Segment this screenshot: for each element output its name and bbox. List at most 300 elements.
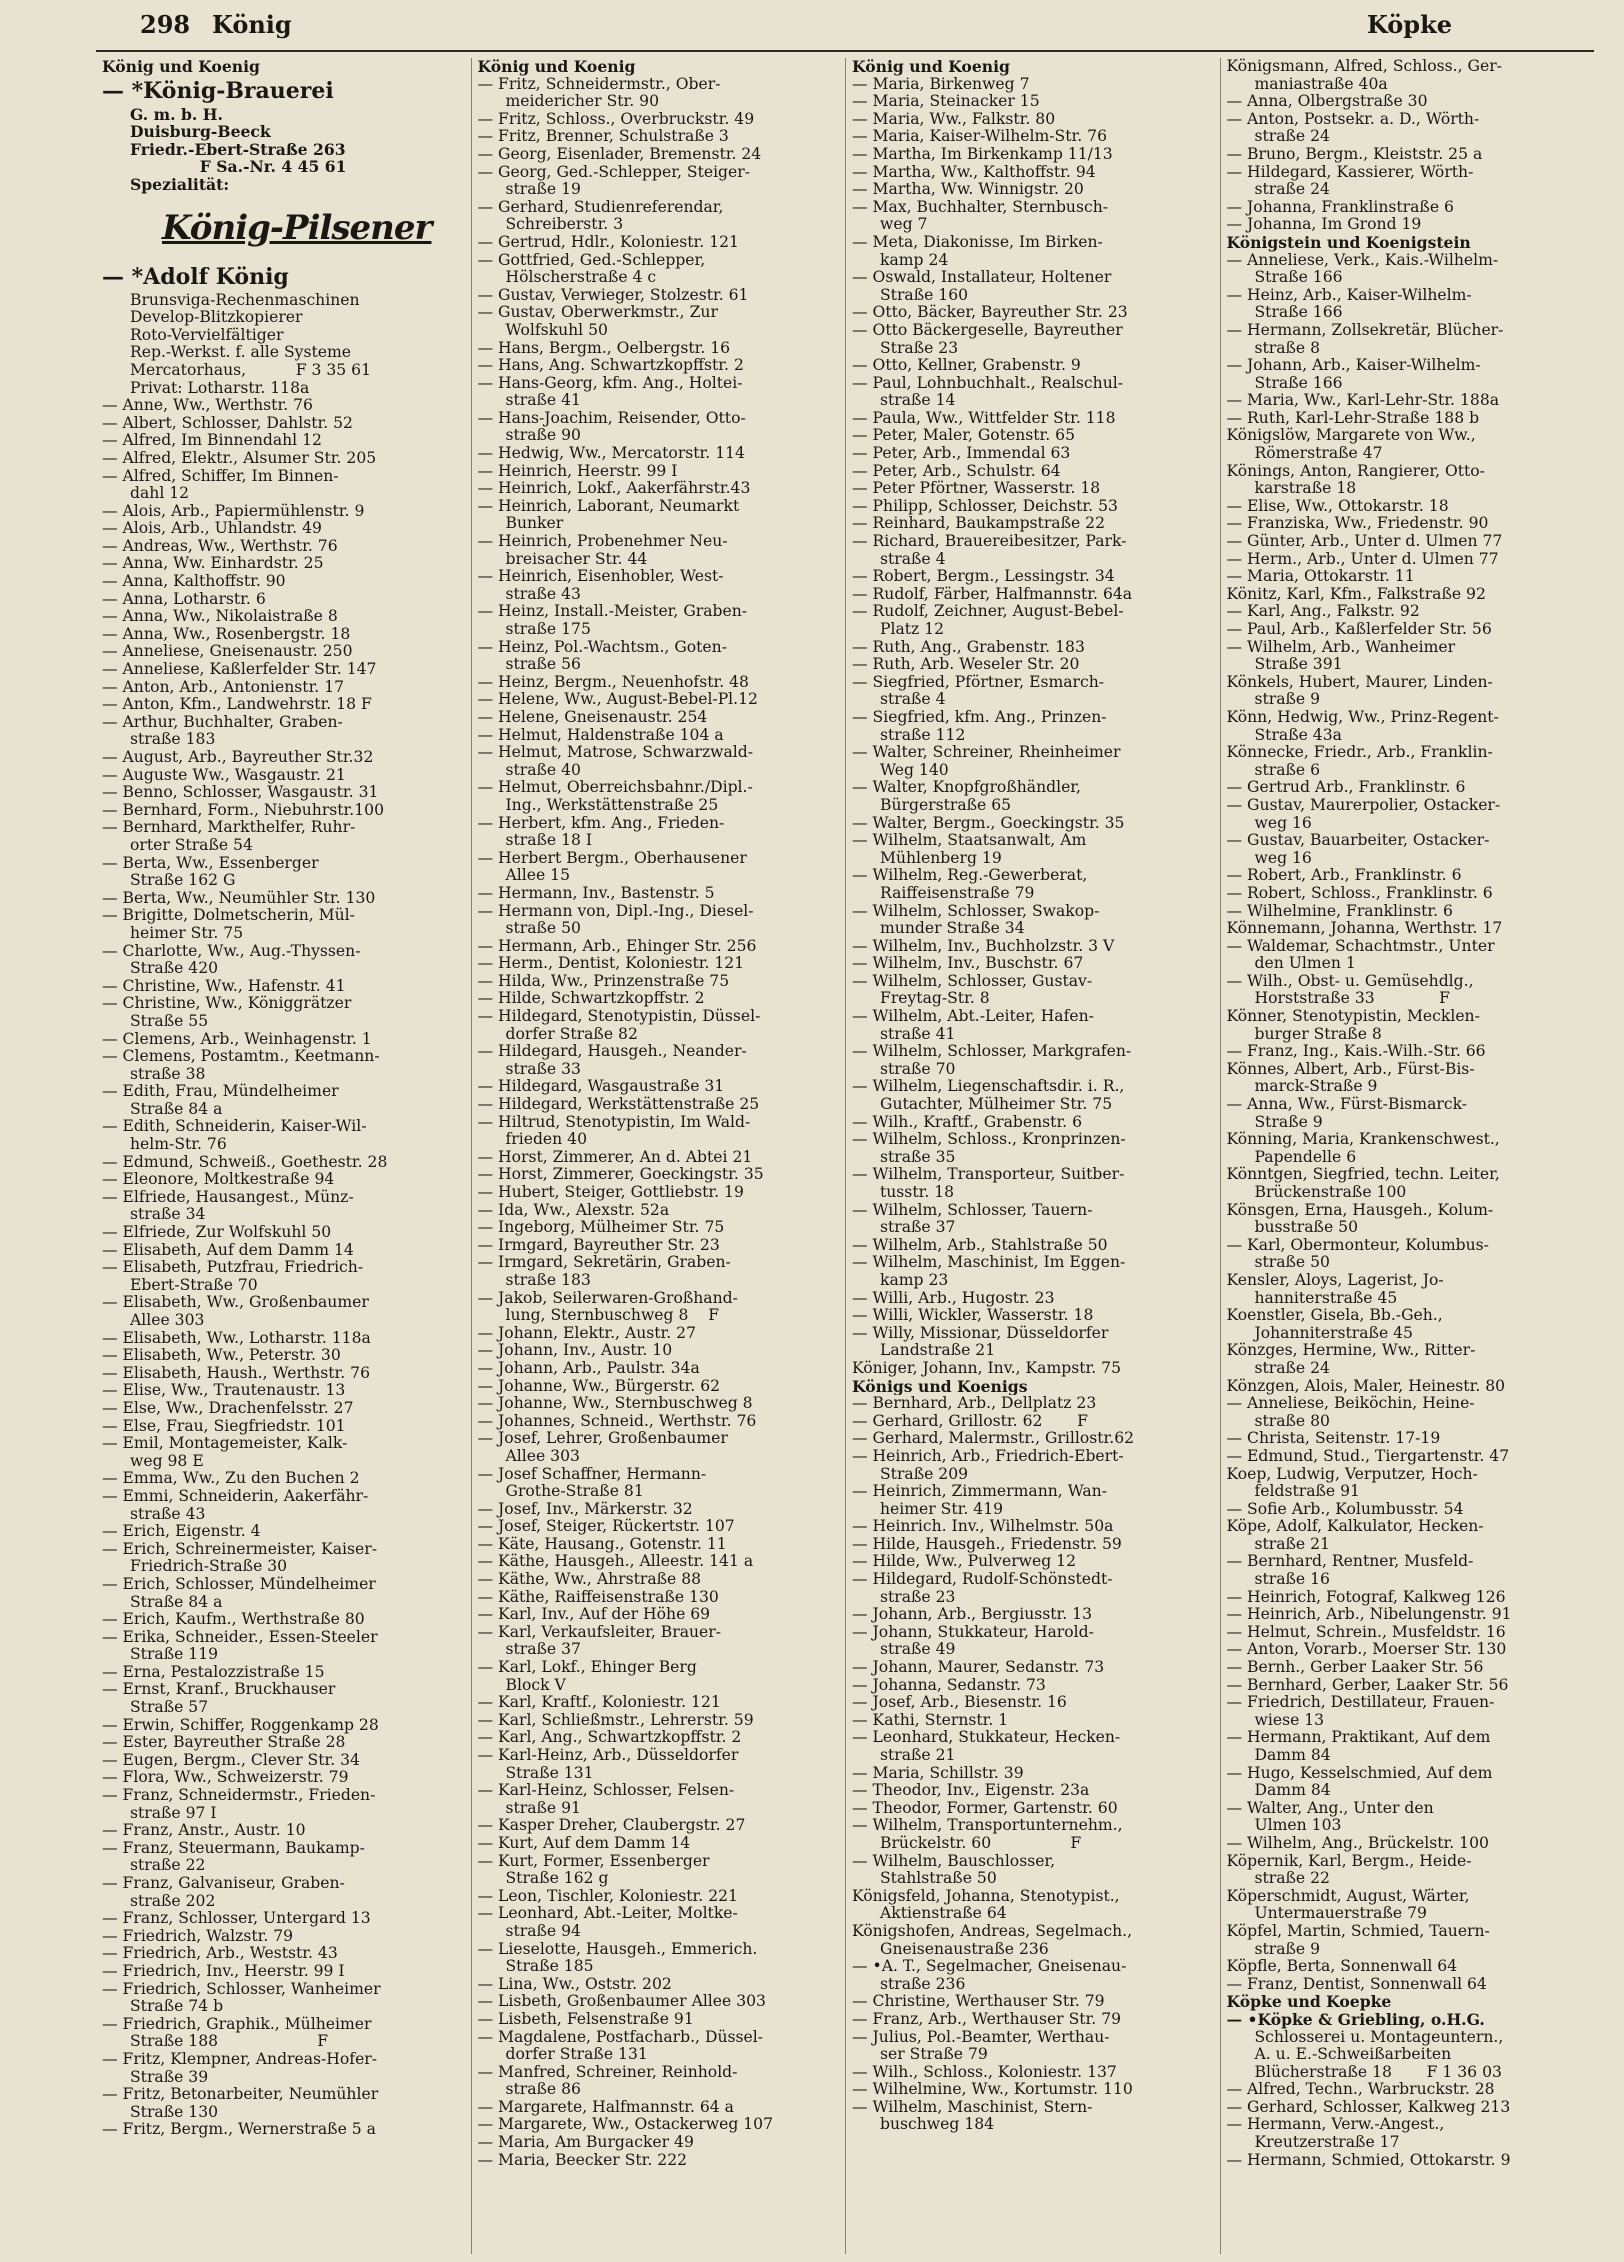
entry-line: — Eugen, Bergm., Clever Str. 34	[102, 1751, 360, 1769]
entry-line: — Hildegard, Wasgaustraße 31	[477, 1078, 725, 1096]
entry-line: — Johanna, Im Grond 19	[1226, 216, 1422, 234]
entry-line: — Heinrich, Arb., Friedrich-Ebert-	[852, 1447, 1124, 1465]
entry-line: Straße 160	[880, 286, 969, 304]
entry-line: — Siegfried, kfm. Ang., Prinzen-	[852, 708, 1107, 726]
entry-line: Straße 39	[130, 2068, 209, 2086]
entry-line: Gneisenaustraße 236	[880, 1940, 1049, 1958]
entry-line: — Wilhelm, Liegenschaftsdir. i. R.,	[852, 1078, 1125, 1096]
entry-line: burger Straße 8	[1254, 1025, 1382, 1043]
entry-line: — Irmgard, Sekretärin, Graben-	[477, 1254, 731, 1272]
entry-line: — Else, Frau, Siegfriedstr. 101	[102, 1417, 346, 1435]
entry-line: Landstraße 21	[880, 1342, 996, 1360]
entry-line: — Wilhelm, Ang., Brückelstr. 100	[1226, 1834, 1489, 1852]
section-heading: Königs und Koenigs	[852, 1377, 1028, 1396]
entry-line: — Anton, Vorarb., Moerser Str. 130	[1226, 1641, 1507, 1659]
entry-line: straße 50	[505, 920, 581, 938]
entry-line: — Martha, Ww., Kalthoffstr. 94	[852, 163, 1096, 181]
entry-line: — Hans, Ang. Schwartzkopffstr. 2	[477, 357, 744, 375]
entry-line: — Robert, Schloss., Franklinstr. 6	[1226, 884, 1493, 902]
entry-line: — Peter, Arb., Immendal 63	[852, 445, 1071, 463]
entry-line: — Bernhard, Rentner, Musfeld-	[1226, 1553, 1474, 1571]
entry-line: Brückenstraße 100	[1254, 1184, 1407, 1201]
entry-line: — Emil, Montagemeister, Kalk-	[102, 1435, 348, 1453]
entry-line: Könntgen, Siegfried, techn. Leiter,	[1226, 1166, 1500, 1184]
entry-line: — Heinrich, Laborant, Neumarkt	[477, 497, 740, 515]
entry-line: Könnemann, Johanna, Werthstr. 17	[1226, 920, 1503, 938]
entry-line: straße 90	[505, 427, 581, 445]
entry-line: Kreutzerstraße 17	[1254, 2134, 1400, 2152]
entry-line: — Peter Pförtner, Wasserstr. 18	[852, 480, 1101, 498]
entry-line: — Wilhelm, Transporteur, Suitber-	[852, 1166, 1125, 1184]
entry-line: — Leonhard, Abt.-Leiter, Moltke-	[477, 1905, 738, 1923]
entry-line: — Heinrich, Fotograf, Kalkweg 126	[1226, 1588, 1506, 1606]
entry-line: straße 19	[505, 181, 581, 199]
entry-line: Horststraße 33 F	[1254, 990, 1450, 1008]
entry-line: Könnes, Albert, Arb., Fürst-Bis-	[1226, 1060, 1475, 1078]
entry-line: — Wilhelm, Reg.-Gewerberat,	[852, 867, 1088, 885]
entry-line: — Otto Bäckergeselle, Bayreuther	[852, 321, 1123, 339]
entry-line: — Ester, Bayreuther Straße 28	[102, 1734, 346, 1752]
entry-line: weg 16	[1254, 814, 1312, 832]
entry-line: — Gerhard, Malermstr., Grillostr.62	[852, 1430, 1135, 1448]
entry-line: — Ruth, Ang., Grabenstr. 183	[852, 638, 1085, 656]
entry-line: — Richard, Brauereibesitzer, Park-	[852, 533, 1127, 551]
entry-line: — Hermann, Inv., Bastenstr. 5	[477, 884, 715, 902]
entry-line: — Wilhelm, Maschinist, Stern-	[852, 2098, 1093, 2116]
entry-line: — Hans-Joachim, Reisender, Otto-	[477, 409, 746, 427]
entry-line: — Maria, Ottokarstr. 11	[1226, 568, 1415, 586]
entry-line: — Anneliese, Beiköchin, Heine-	[1226, 1395, 1475, 1413]
entry-line: — Heinrich, Probenehmer Neu-	[477, 533, 728, 551]
entry-line: straße 16	[1254, 1571, 1330, 1589]
entry-line: Könner, Stenotypistin, Mecklen-	[1226, 1008, 1480, 1026]
entry-line: — Johannes, Schneid., Werthstr. 76	[477, 1412, 757, 1430]
entry-line: — Maria, Am Burgacker 49	[477, 2134, 694, 2152]
entry-line: — Johann, Elektr., Austr. 27	[477, 1324, 697, 1342]
entry-line: — Karl, Kraftf., Koloniestr. 121	[477, 1694, 721, 1712]
entry-line: Aktienstraße 64	[880, 1905, 1007, 1923]
entry-line: Schreiberstr. 3	[505, 216, 624, 234]
entry-line: — Kurt, Former, Essenberger	[477, 1852, 710, 1870]
entry-line: — Arthur, Buchhalter, Graben-	[102, 713, 343, 731]
entry-line: straße 8	[1254, 339, 1321, 357]
entry-line: — Käthe, Raiffeisenstraße 130	[477, 1588, 719, 1606]
entry-line: — Johanne, Ww., Sternbuschweg 8	[477, 1395, 753, 1413]
entry-line: — Elisabeth, Ww., Großenbaumer	[102, 1294, 369, 1312]
column-2	[471, 58, 846, 2254]
entry-line: — Erich, Eigenstr. 4	[102, 1523, 261, 1541]
entry-line: straße 70	[880, 1060, 956, 1078]
entry-line: kamp 24	[880, 251, 949, 269]
entry-line: — Alfred, Elektr., Alsumer Str. 205	[102, 449, 377, 467]
entry-line: Straße 119	[130, 1646, 219, 1664]
entry-line: — Fritz, Klempner, Andreas-Hofer-	[102, 2050, 378, 2068]
entry-line: Könzgen, Alois, Maler, Heinestr. 80	[1226, 1377, 1506, 1395]
entry-line: — Georg, Eisenlader, Bremenstr. 24	[477, 145, 762, 163]
entry-line: — Hermann, Praktikant, Auf dem	[1226, 1729, 1491, 1747]
entry-line: — Gertrud Arb., Franklinstr. 6	[1226, 779, 1466, 797]
entry-line: — Waldemar, Schachtmstr., Unter	[1226, 937, 1495, 955]
entry-line: feldstraße 91	[1254, 1483, 1360, 1501]
entry-line: — Hilda, Ww., Prinzenstraße 75	[477, 972, 730, 990]
entry-line: — Friedrich, Walzstr. 79	[102, 1927, 294, 1945]
entry-line: Königslöw, Margarete von Ww.,	[1226, 427, 1476, 445]
entry-line: buschweg 184	[880, 2116, 995, 2134]
entry-line: Könings, Anton, Rangierer, Otto-	[1226, 462, 1485, 480]
column-1	[96, 58, 471, 2254]
entry-line: — Karl, Inv., Auf der Höhe 69	[477, 1606, 711, 1624]
entry-line: — Heinz, Install.-Meister, Graben-	[477, 603, 748, 621]
entry-line: — Paula, Ww., Wittfelder Str. 118	[852, 409, 1116, 427]
entry-line: — Berta, Ww., Essenberger	[102, 854, 319, 872]
entry-line: — Ida, Ww., Alexstr. 52a	[477, 1201, 670, 1219]
entry-line: — Johann, Arb., Bergiusstr. 13	[852, 1606, 1093, 1624]
entry-line: — Ernst, Kranf., Bruckhauser	[102, 1681, 336, 1699]
entry-line: — Kasper Dreher, Claubergstr. 27	[477, 1817, 746, 1835]
entry-line: — Walter, Bergm., Goeckingstr. 35	[852, 814, 1125, 832]
entry-line: — Anneliese, Kaßlerfelder Str. 147	[102, 661, 377, 679]
entry-line: — Wilhelm, Schlosser, Swakop-	[852, 902, 1100, 920]
entry-line: meidericher Str. 90	[505, 93, 660, 111]
entry-line: Straße 131	[505, 1764, 594, 1782]
entry-line: — Karl, Schließmstr., Lehrerstr. 59	[477, 1711, 754, 1729]
entry-line: straße 4	[880, 550, 946, 568]
entry-line: — Herm., Dentist, Koloniestr. 121	[477, 955, 745, 973]
entry-line: — Bernhard, Arb., Dellplatz 23	[852, 1395, 1097, 1413]
entry-line: — Johann, Arb., Paulstr. 34a	[477, 1359, 700, 1377]
entry-line: — Bernhard, Form., Niebuhrstr.100	[102, 801, 385, 819]
entry-line: — Hilde, Ww., Pulverweg 12	[852, 1553, 1077, 1571]
entry-line: — Paul, Arb., Kaßlerfelder Str. 56	[1226, 621, 1492, 638]
entry-line: Friedrich-Straße 30	[130, 1558, 288, 1576]
entry-line: straße 49	[880, 1641, 956, 1659]
entry-line: — Herbert, kfm. Ang., Frieden-	[477, 814, 725, 832]
entry-line: — Josef, Arb., Biesenstr. 16	[852, 1694, 1067, 1712]
entry-line: — Elisabeth, Auf dem Damm 14	[102, 1241, 354, 1259]
entry-line: Gutachter, Mülheimer Str. 75	[880, 1096, 1113, 1114]
entry-line: wiese 13	[1254, 1711, 1325, 1729]
entry-line: — Margarete, Halfmannstr. 64 a	[477, 2098, 734, 2116]
entry-line: Ulmen 103	[1254, 1817, 1342, 1835]
entry-line: — Heinrich, Lokf., Aakerfährstr.43	[477, 480, 751, 498]
entry-line: maniastraße 40a	[1254, 75, 1388, 93]
entry-line: — Flora, Ww., Schweizerstr. 79	[102, 1769, 349, 1787]
page-header	[0, 10, 1624, 44]
entry-line: — Ingeborg, Mülheimer Str. 75	[477, 1219, 725, 1237]
entry-line: — Johann, Inv., Austr. 10	[477, 1342, 673, 1360]
entry-line: — Charlotte, Ww., Aug.-Thyssen-	[102, 942, 361, 960]
entry-line: Köpfle, Berta, Sonnenwall 64	[1226, 1958, 1458, 1976]
entry-line: Straße 166	[1254, 374, 1343, 392]
entry-line: straße 22	[1254, 1870, 1330, 1888]
entry-line: — Wilhelm, Inv., Buchholzstr. 3 V	[852, 937, 1115, 955]
entry-line: — Rudolf, Zeichner, August-Bebel-	[852, 603, 1124, 621]
entry-line: Straße 188 F	[130, 2033, 329, 2051]
entry-line: — Margarete, Ww., Ostackerweg 107	[477, 2116, 774, 2134]
entry-line: Straße 130	[130, 2103, 219, 2121]
entry-line: — Günter, Arb., Unter d. Ulmen 77	[1226, 533, 1503, 551]
entry-line: Allee 15	[505, 867, 570, 885]
entry-line: — Peter, Arb., Schulstr. 64	[852, 462, 1061, 480]
entry-line: Weg 140	[880, 761, 949, 779]
entry-line: — Max, Buchhalter, Sternbusch-	[852, 198, 1109, 216]
entry-line: — Anton, Postsekr. a. D., Wörth-	[1226, 110, 1480, 128]
entry-line: straße 21	[880, 1747, 956, 1764]
entry-line: — Peter, Maler, Gotenstr. 65	[852, 427, 1076, 445]
entry-line: — Auguste Ww., Wasgaustr. 21	[102, 766, 346, 784]
entry-line: — Elisabeth, Putzfrau, Friedrich-	[102, 1259, 364, 1277]
entry-line: — Wilhelm, Schlosser, Markgrafen-	[852, 1043, 1132, 1061]
entry-line: — Johanna, Sedanstr. 73	[852, 1676, 1046, 1694]
entry-line: Straße 84 a	[130, 1100, 223, 1118]
entry-line: heimer Str. 75	[130, 924, 244, 942]
entry-line: — Wilhelm, Abt.-Leiter, Hafen-	[852, 1008, 1094, 1026]
right-running-head: Köpke	[1366, 10, 1452, 39]
entry-line: — Bernhard, Markthelfer, Ruhr-	[102, 819, 356, 837]
section-heading: G. m. b. H.	[130, 105, 223, 124]
entry-line: — August, Arb., Bayreuther Str.32	[102, 749, 374, 766]
entry-line: straße 9	[1254, 1940, 1321, 1958]
section-heading: — •Köpke & Griebling, o.H.G.	[1226, 2010, 1485, 2029]
entry-line: Allee 303	[505, 1447, 580, 1465]
entry-line: — Lisbeth, Felsenstraße 91	[477, 2010, 694, 2028]
entry-line: — Leonhard, Stukkateur, Hecken-	[852, 1729, 1121, 1747]
brand-logo: König-Pilsener	[162, 207, 432, 248]
entry-line: kamp 23	[880, 1271, 949, 1289]
entry-line: straße 43	[130, 1505, 206, 1523]
entry-line: Develop-Blitzkopierer	[130, 309, 303, 327]
entry-line: straße 24	[1254, 1359, 1330, 1377]
entry-line: dorfer Straße 131	[505, 2046, 648, 2064]
entry-line: breisacher Str. 44	[505, 550, 648, 568]
entry-line: — Alois, Arb., Uhlandstr. 49	[102, 520, 322, 538]
entry-line: straße 37	[505, 1641, 581, 1659]
entry-line: Straße 166	[1254, 269, 1343, 287]
entry-line: Bunker	[505, 515, 564, 533]
entry-line: — Franz, Dentist, Sonnenwall 64	[1226, 1975, 1487, 1993]
entry-line: straße 56	[505, 656, 581, 674]
header-rule	[96, 50, 1594, 52]
entry-line: straße 43	[505, 585, 581, 603]
column-4	[1220, 58, 1595, 2254]
entry-line: karstraße 18	[1254, 480, 1357, 498]
entry-line: — Fritz, Betonarbeiter, Neumühler	[102, 2086, 379, 2104]
entry-line: — Käte, Hausang., Gotenstr. 11	[477, 1535, 727, 1553]
entry-line: — Franz, Ing., Kais.-Wilh.-Str. 66	[1226, 1043, 1486, 1061]
entry-line: — Rudolf, Färber, Halfmannstr. 64a	[852, 585, 1133, 603]
entry-line: — Robert, Bergm., Lessingstr. 34	[852, 568, 1115, 586]
entry-line: marck-Straße 9	[1254, 1078, 1378, 1096]
entry-line: straße 22	[130, 1857, 206, 1875]
entry-line: — Wilhelmine, Franklinstr. 6	[1226, 902, 1453, 920]
entry-line: — Hermann, Schmied, Ottokarstr. 9	[1226, 2151, 1511, 2169]
entry-line: straße 183	[505, 1271, 591, 1289]
entry-line: — Wilhelm, Schlosser, Gustav-	[852, 972, 1093, 990]
entry-line: — Käthe, Ww., Ahrstraße 88	[477, 1571, 702, 1589]
entry-line: — Karl-Heinz, Arb., Düsseldorfer	[477, 1747, 739, 1764]
entry-line: — Anna, Ww. Einhardstr. 25	[102, 555, 324, 573]
entry-line: straße 80	[1254, 1412, 1330, 1430]
entry-line: straße 6	[1254, 761, 1321, 779]
entry-line: Straße 391	[1254, 656, 1343, 674]
entry-line: — Hedwig, Ww., Mercatorstr. 114	[477, 445, 745, 463]
entry-line: — Maria, Ww., Falkstr. 80	[852, 110, 1056, 128]
entry-line: — Wilhelm, Schlosser, Tauern-	[852, 1201, 1093, 1219]
entry-line: — Siegfried, Pförtner, Esmarch-	[852, 673, 1105, 691]
entry-line: — Franz, Steuermann, Baukamp-	[102, 1839, 365, 1857]
entry-line: — Heinz, Bergm., Neuenhofstr. 48	[477, 673, 749, 691]
entry-line: — Franz, Galvaniseur, Graben-	[102, 1875, 345, 1892]
section-heading: — *Adolf König	[102, 263, 289, 290]
entry-line: Köperschmidt, August, Wärter,	[1226, 1887, 1470, 1905]
entry-line: — Wilh., Kraftf., Grabenstr. 6	[852, 1113, 1083, 1131]
directory-columns	[96, 58, 1594, 2254]
entry-line: — Walter, Schreiner, Rheinheimer	[852, 744, 1121, 762]
entry-line: — Erwin, Schiffer, Roggenkamp 28	[102, 1716, 379, 1734]
entry-line: — Fritz, Brenner, Schulstraße 3	[477, 128, 729, 146]
entry-line: — Johanne, Ww., Bürgerstr. 62	[477, 1377, 721, 1395]
entry-line: — Ruth, Arb. Weseler Str. 20	[852, 656, 1080, 674]
entry-line: Köpfel, Martin, Schmied, Tauern-	[1226, 1922, 1490, 1940]
entry-line: — Andreas, Ww., Werthstr. 76	[102, 537, 338, 555]
entry-line: — Johann, Stukkateur, Harold-	[852, 1623, 1094, 1641]
entry-line: — Walter, Ang., Unter den	[1226, 1799, 1434, 1817]
entry-line: — Anna, Ww., Nikolaistraße 8	[102, 608, 338, 626]
entry-line: — Heinz, Arb., Kaiser-Wilhelm-	[1226, 286, 1472, 304]
entry-line: — Gerhard, Schlosser, Kalkweg 213	[1226, 2098, 1511, 2116]
entry-line: Straße 166	[1254, 304, 1343, 322]
entry-line: — Elfriede, Zur Wolfskuhl 50	[102, 1224, 332, 1242]
entry-line: straße 40	[505, 761, 581, 779]
entry-line: Straße 57	[130, 1699, 209, 1717]
entry-line: heimer Str. 419	[880, 1500, 1004, 1518]
entry-line: — Emma, Ww., Zu den Buchen 2	[102, 1470, 360, 1488]
entry-line: straße 86	[505, 2081, 581, 2099]
entry-line: — Helmut, Haldenstraße 104 a	[477, 726, 724, 744]
entry-line: — Johanna, Franklinstraße 6	[1226, 198, 1454, 216]
entry-line: — Helmut, Oberreichsbahnr./Dipl.-	[477, 779, 753, 797]
entry-line: Königsfeld, Johanna, Stenotypist.,	[852, 1887, 1120, 1905]
entry-line: straße 33	[505, 1060, 581, 1078]
entry-line: — Otto, Kellner, Grabenstr. 9	[852, 357, 1081, 375]
entry-line: — Christine, Ww., Königgrätzer	[102, 995, 352, 1013]
entry-line: Rep.-Werkst. f. alle Systeme	[130, 344, 351, 362]
entry-line: Straße 84 a	[130, 1593, 223, 1611]
entry-line: — Käthe, Hausgeh., Alleestr. 141 a	[477, 1553, 754, 1571]
entry-line: — Bruno, Bergm., Kleiststr. 25 a	[1226, 145, 1483, 163]
entry-line: straße 91	[505, 1799, 581, 1817]
entry-line: Ing., Werkstättenstraße 25	[505, 796, 719, 814]
entry-line: Straße 74 b	[130, 1998, 224, 2016]
entry-line: Könning, Maria, Krankenschwest.,	[1226, 1131, 1500, 1149]
entry-line: Köpe, Adolf, Kalkulator, Hecken-	[1226, 1518, 1484, 1536]
entry-line: — Erich, Schreinermeister, Kaiser-	[102, 1540, 377, 1558]
entry-line: — Heinz, Pol.-Wachtsm., Goten-	[477, 638, 727, 656]
entry-line: Allee 303	[130, 1312, 205, 1329]
entry-line: — Hildegard, Kassierer, Wörth-	[1226, 163, 1474, 181]
entry-line: — Robert, Arb., Franklinstr. 6	[1226, 867, 1462, 885]
entry-line: — Anna, Ww., Rosenbergstr. 18	[102, 625, 351, 643]
section-heading: F Sa.-Nr. 4 45 61	[102, 158, 347, 176]
entry-line: — Clemens, Postamtm., Keetmann-	[102, 1048, 380, 1066]
entry-line: Könnecke, Friedr., Arb., Franklin-	[1226, 744, 1493, 762]
entry-line: — Heinrich, Heerstr. 99 I	[477, 462, 678, 480]
entry-line: Kensler, Aloys, Lagerist, Jo-	[1226, 1271, 1444, 1289]
entry-line: — Theodor, Former, Gartenstr. 60	[852, 1799, 1118, 1817]
entry-line: Straße 9	[1254, 1113, 1323, 1131]
entry-line: — Erich, Kaufm., Werthstraße 80	[102, 1611, 365, 1629]
entry-line: Roto-Vervielfältiger	[130, 326, 284, 344]
entry-line: Straße 162 g	[505, 1870, 609, 1888]
entry-line: — Wilh., Obst- u. Gemüsehdlg.,	[1226, 972, 1474, 990]
entry-line: — Herm., Arb., Unter d. Ulmen 77	[1226, 550, 1499, 568]
entry-line: orter Straße 54	[130, 836, 253, 854]
entry-line: Untermauerstraße 79	[1254, 1905, 1427, 1923]
entry-line: — Jakob, Seilerwaren-Großhand-	[477, 1289, 738, 1307]
entry-line: Königshofen, Andreas, Segelmach.,	[852, 1922, 1133, 1940]
section-heading: König und Koenig	[102, 58, 260, 76]
entry-line: — Johann, Arb., Kaiser-Wilhelm-	[1226, 357, 1481, 375]
entry-line: — Christine, Werthauser Str. 79	[852, 1993, 1105, 2011]
entry-line: Bürgerstraße 65	[880, 796, 1012, 814]
entry-line: — Friedrich, Inv., Heerstr. 99 I	[102, 1962, 345, 1980]
entry-line: — Elisabeth, Ww., Peterstr. 30	[102, 1347, 341, 1365]
entry-line: straße 236	[880, 1975, 966, 1993]
entry-line: — Manfred, Schreiner, Reinhold-	[477, 2063, 738, 2081]
entry-line: straße 97 I	[130, 1804, 217, 1822]
entry-line: — Gerhard, Studienreferendar,	[477, 198, 724, 216]
entry-line: — •A. T., Segelmacher, Gneisenau-	[852, 1958, 1127, 1976]
entry-line: — Fritz, Schloss., Overbruckstr. 49	[477, 110, 755, 128]
entry-line: — Anneliese, Gneisenaustr. 250	[102, 643, 353, 661]
entry-line: — Willi, Wickler, Wasserstr. 18	[852, 1307, 1094, 1325]
entry-line: Könitz, Karl, Kfm., Falkstraße 92	[1226, 585, 1486, 603]
entry-line: busstraße 50	[1254, 1219, 1358, 1237]
entry-line: — Maria, Beecker Str. 222	[477, 2151, 688, 2169]
entry-line: — Wilhelm, Arb., Wanheimer	[1226, 638, 1456, 656]
section-heading: Friedr.-Ebert-Straße 263	[130, 140, 346, 159]
entry-line: — Gerhard, Grillostr. 62 F	[852, 1412, 1088, 1430]
entry-line: Blücherstraße 18 F 1 36 03	[1254, 2063, 1502, 2081]
entry-line: — Hermann, Zollsekretär, Blücher-	[1226, 321, 1504, 339]
section-heading: König und Koenig	[477, 58, 636, 76]
entry-line: Koenstler, Gisela, Bb.-Geh.,	[1226, 1307, 1443, 1325]
entry-line: straße 24	[1254, 128, 1330, 146]
entry-line: — Wilhelm, Maschinist, Im Eggen-	[852, 1254, 1126, 1272]
entry-line: — Wilhelm, Arb., Stahlstraße 50	[852, 1236, 1108, 1254]
entry-line: — Franz, Anstr., Austr. 10	[102, 1822, 306, 1840]
entry-line: straße 23	[880, 1588, 956, 1606]
entry-line: — Wilhelm, Inv., Buschstr. 67	[852, 955, 1084, 973]
entry-line: — Helmut, Schrein., Musfeldstr. 16	[1226, 1623, 1506, 1641]
entry-line: Könkels, Hubert, Maurer, Linden-	[1226, 673, 1493, 691]
entry-line: — Josef, Lehrer, Großenbaumer	[477, 1430, 728, 1448]
entry-line: straße 34	[130, 1206, 206, 1224]
entry-line: straße 50	[1254, 1254, 1330, 1272]
entry-line: — Anna, Kalthoffstr. 90	[102, 573, 286, 591]
entry-line: — Anna, Ww., Fürst-Bismarck-	[1226, 1096, 1468, 1114]
entry-line: Papendelle 6	[1254, 1148, 1357, 1166]
entry-line: — Franz, Schneidermstr., Frieden-	[102, 1787, 376, 1805]
entry-line: — Gertrud, Hdlr., Koloniestr. 121	[477, 233, 739, 251]
entry-line: — Hilde, Hausgeh., Friedenstr. 59	[852, 1535, 1122, 1553]
section-heading: Spezialität:	[130, 175, 230, 194]
entry-line: — Philipp, Schlosser, Deichstr. 53	[852, 497, 1118, 515]
entry-line: — Helmut, Matrose, Schwarzwald-	[477, 744, 754, 762]
entry-line: — Herbert Bergm., Oberhausener	[477, 849, 747, 867]
entry-line: Straße 23	[880, 339, 959, 357]
entry-line: Brückelstr. 60 F	[880, 1834, 1082, 1852]
